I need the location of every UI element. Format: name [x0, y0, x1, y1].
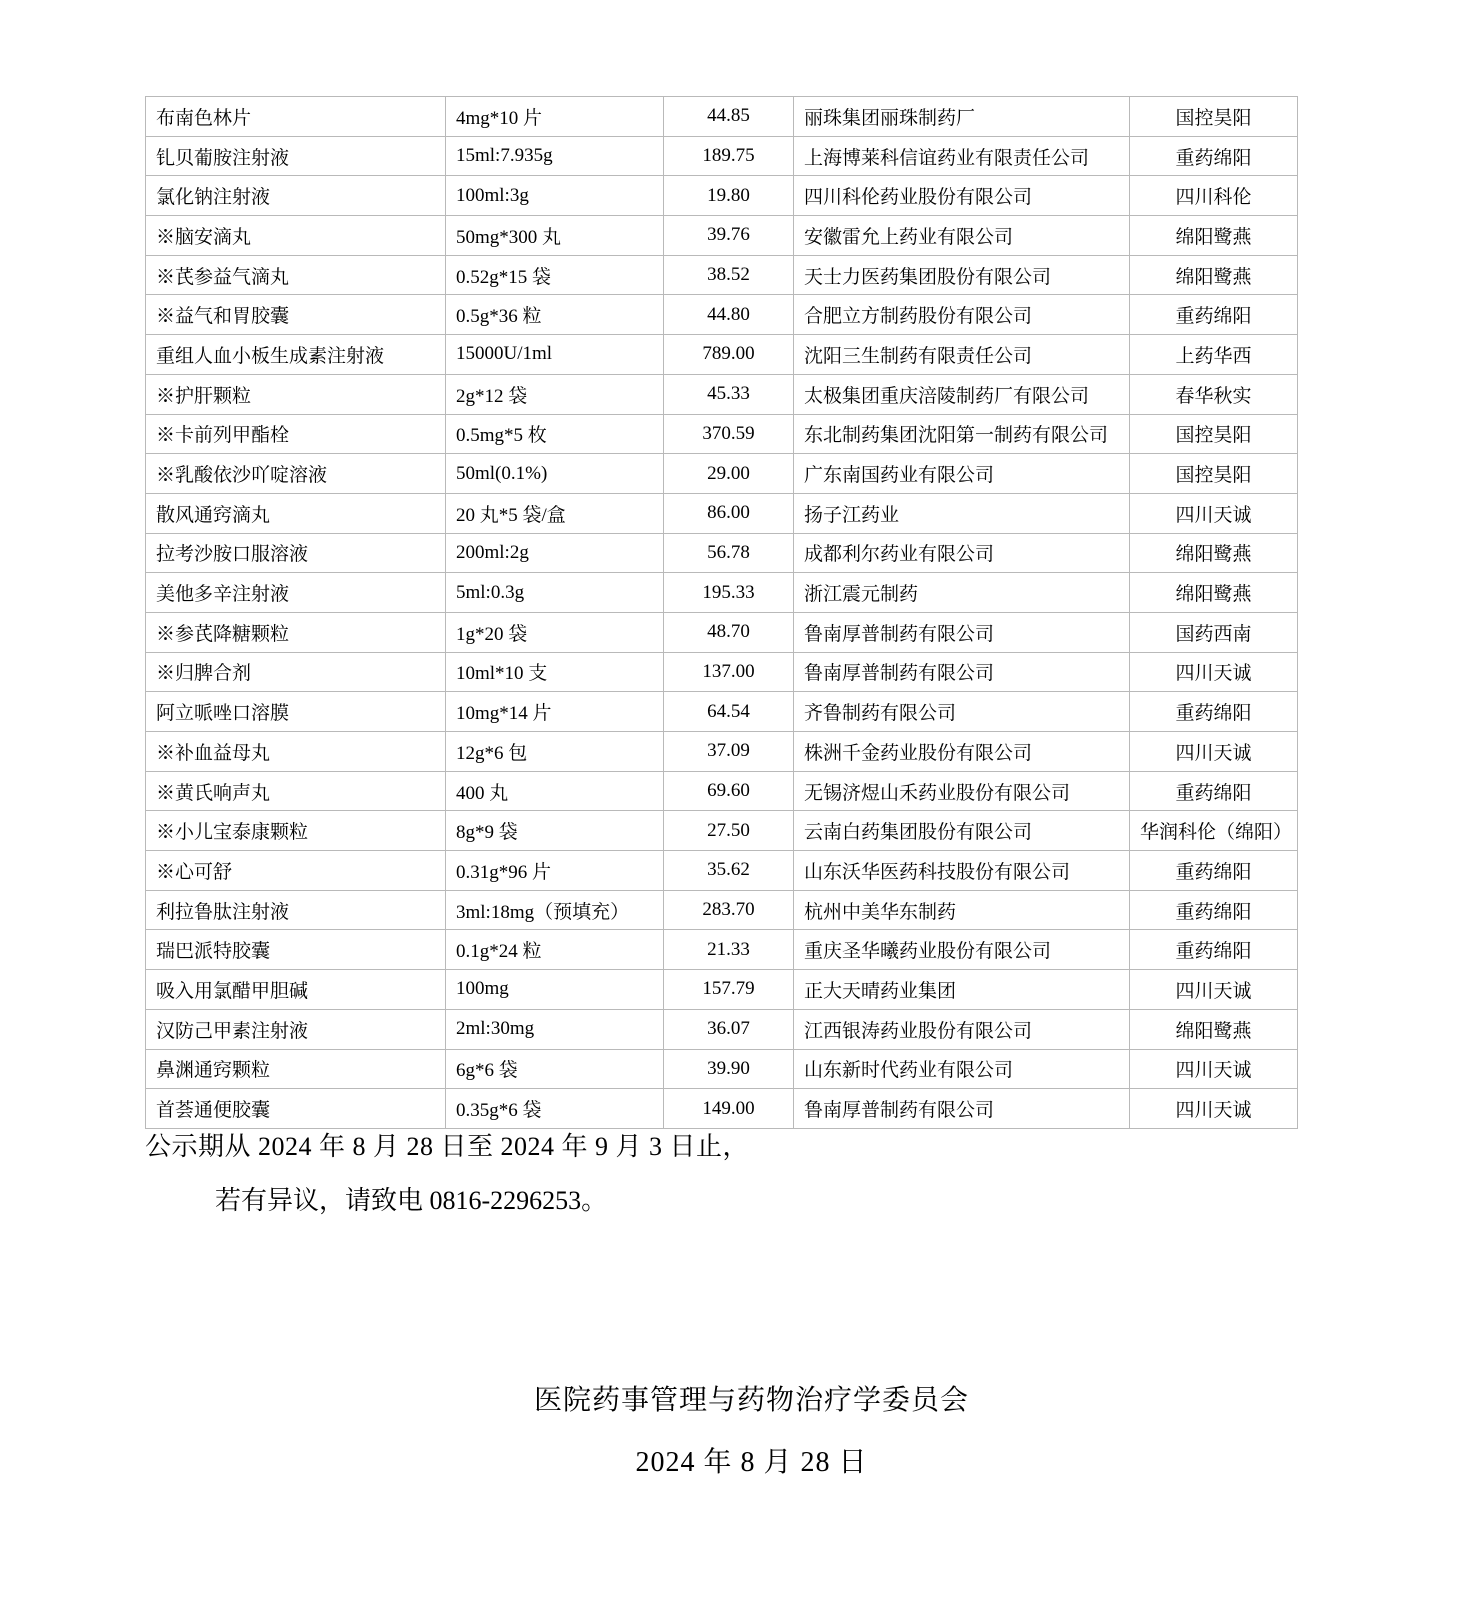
cell-price: 283.70 — [664, 890, 794, 930]
cell-manufacturer: 云南白药集团股份有限公司 — [794, 811, 1130, 851]
cell-distributor: 重药绵阳 — [1130, 136, 1298, 176]
cell-specification: 1g*20 袋 — [446, 612, 664, 652]
cell-specification: 3ml:18mg（预填充） — [446, 890, 664, 930]
cell-price: 36.07 — [664, 1009, 794, 1049]
cell-specification: 12g*6 包 — [446, 732, 664, 772]
table-row — [146, 176, 1298, 216]
cell-distributor: 重药绵阳 — [1130, 295, 1298, 335]
cell-distributor: 四川科伦 — [1130, 176, 1298, 216]
cell-manufacturer: 鲁南厚普制药有限公司 — [794, 1089, 1130, 1129]
cell-drug-name: ※护肝颗粒 — [146, 374, 446, 414]
cell-drug-name: 钆贝葡胺注射液 — [146, 136, 446, 176]
cell-drug-name: 首荟通便胶囊 — [146, 1089, 446, 1129]
drug-list-table — [145, 96, 1298, 1129]
cell-price: 29.00 — [664, 454, 794, 494]
cell-distributor: 四川天诚 — [1130, 1089, 1298, 1129]
cell-manufacturer: 上海博莱科信谊药业有限责任公司 — [794, 136, 1130, 176]
cell-price: 37.09 — [664, 732, 794, 772]
cell-manufacturer: 东北制药集团沈阳第一制药有限公司 — [794, 414, 1130, 454]
cell-distributor: 春华秋实 — [1130, 374, 1298, 414]
signature-block — [0, 1370, 1463, 1494]
table-row — [146, 771, 1298, 811]
cell-drug-name: 重组人血小板生成素注射液 — [146, 335, 446, 375]
cell-distributor: 上药华西 — [1130, 335, 1298, 375]
cell-manufacturer: 鲁南厚普制药有限公司 — [794, 612, 1130, 652]
cell-drug-name: ※脑安滴丸 — [146, 216, 446, 256]
cell-distributor: 四川天诚 — [1130, 732, 1298, 772]
cell-distributor: 国控昊阳 — [1130, 414, 1298, 454]
cell-manufacturer: 齐鲁制药有限公司 — [794, 692, 1130, 732]
cell-price: 64.54 — [664, 692, 794, 732]
cell-drug-name: 阿立哌唑口溶膜 — [146, 692, 446, 732]
cell-manufacturer: 太极集团重庆涪陵制药厂有限公司 — [794, 374, 1130, 414]
cell-manufacturer: 正大天晴药业集团 — [794, 970, 1130, 1010]
cell-drug-name: ※卡前列甲酯栓 — [146, 414, 446, 454]
cell-price: 35.62 — [664, 851, 794, 891]
cell-distributor: 重药绵阳 — [1130, 851, 1298, 891]
cell-price: 38.52 — [664, 255, 794, 295]
cell-distributor: 四川天诚 — [1130, 1049, 1298, 1089]
cell-manufacturer: 天士力医药集团股份有限公司 — [794, 255, 1130, 295]
cell-price: 21.33 — [664, 930, 794, 970]
cell-manufacturer: 合肥立方制药股份有限公司 — [794, 295, 1130, 335]
table-row — [146, 533, 1298, 573]
cell-manufacturer: 无锡济煜山禾药业股份有限公司 — [794, 771, 1130, 811]
cell-specification: 50mg*300 丸 — [446, 216, 664, 256]
table-row — [146, 573, 1298, 613]
cell-distributor: 重药绵阳 — [1130, 771, 1298, 811]
cell-price: 137.00 — [664, 652, 794, 692]
cell-manufacturer: 山东沃华医药科技股份有限公司 — [794, 851, 1130, 891]
cell-price: 48.70 — [664, 612, 794, 652]
cell-manufacturer: 江西银涛药业股份有限公司 — [794, 1009, 1130, 1049]
cell-drug-name: 瑞巴派特胶囊 — [146, 930, 446, 970]
cell-specification: 20 丸*5 袋/盒 — [446, 493, 664, 533]
cell-drug-name: ※补血益母丸 — [146, 732, 446, 772]
cell-specification: 200ml:2g — [446, 533, 664, 573]
cell-drug-name: 美他多辛注射液 — [146, 573, 446, 613]
cell-price: 39.76 — [664, 216, 794, 256]
cell-price: 44.80 — [664, 295, 794, 335]
cell-distributor: 华润科伦（绵阳） — [1130, 811, 1298, 851]
signature-committee: 医院药事管理与药物治疗学委员会 — [533, 1385, 969, 1416]
cell-distributor: 绵阳鹭燕 — [1130, 216, 1298, 256]
cell-distributor: 国控昊阳 — [1130, 454, 1298, 494]
cell-distributor: 绵阳鹭燕 — [1130, 255, 1298, 295]
cell-specification: 2ml:30mg — [446, 1009, 664, 1049]
cell-manufacturer: 浙江震元制药 — [794, 573, 1130, 613]
cell-price: 157.79 — [664, 970, 794, 1010]
table-row — [146, 811, 1298, 851]
table-row — [146, 97, 1298, 137]
cell-distributor: 绵阳鹭燕 — [1130, 573, 1298, 613]
cell-distributor: 绵阳鹭燕 — [1130, 1009, 1298, 1049]
table-row — [146, 295, 1298, 335]
cell-drug-name: 散风通窍滴丸 — [146, 493, 446, 533]
cell-price: 56.78 — [664, 533, 794, 573]
cell-specification: 0.5mg*5 枚 — [446, 414, 664, 454]
table-row — [146, 255, 1298, 295]
cell-specification: 15000U/1ml — [446, 335, 664, 375]
table-row — [146, 930, 1298, 970]
cell-manufacturer: 成都利尔药业有限公司 — [794, 533, 1130, 573]
table-row — [146, 136, 1298, 176]
cell-price: 86.00 — [664, 493, 794, 533]
cell-price: 149.00 — [664, 1089, 794, 1129]
table-row — [146, 374, 1298, 414]
cell-distributor: 重药绵阳 — [1130, 930, 1298, 970]
table-row — [146, 216, 1298, 256]
cell-manufacturer: 杭州中美华东制药 — [794, 890, 1130, 930]
cell-drug-name: 鼻渊通窍颗粒 — [146, 1049, 446, 1089]
cell-price: 19.80 — [664, 176, 794, 216]
cell-price: 27.50 — [664, 811, 794, 851]
cell-drug-name: 利拉鲁肽注射液 — [146, 890, 446, 930]
cell-specification: 10ml*10 支 — [446, 652, 664, 692]
cell-drug-name: 吸入用氯醋甲胆碱 — [146, 970, 446, 1010]
cell-drug-name: ※参芪降糖颗粒 — [146, 612, 446, 652]
cell-manufacturer: 株洲千金药业股份有限公司 — [794, 732, 1130, 772]
cell-drug-name: 布南色林片 — [146, 97, 446, 137]
table-row — [146, 1009, 1298, 1049]
cell-manufacturer: 丽珠集团丽珠制药厂 — [794, 97, 1130, 137]
table-row — [146, 970, 1298, 1010]
cell-distributor: 四川天诚 — [1130, 493, 1298, 533]
cell-specification: 0.31g*96 片 — [446, 851, 664, 891]
cell-specification: 0.5g*36 粒 — [446, 295, 664, 335]
cell-price: 44.85 — [664, 97, 794, 137]
cell-manufacturer: 沈阳三生制药有限责任公司 — [794, 335, 1130, 375]
cell-specification: 0.35g*6 袋 — [446, 1089, 664, 1129]
cell-drug-name: ※归脾合剂 — [146, 652, 446, 692]
table-row — [146, 890, 1298, 930]
cell-specification: 15ml:7.935g — [446, 136, 664, 176]
table-row — [146, 612, 1298, 652]
cell-specification: 8g*9 袋 — [446, 811, 664, 851]
cell-drug-name: ※黄氏响声丸 — [146, 771, 446, 811]
cell-drug-name: ※乳酸依沙吖啶溶液 — [146, 454, 446, 494]
cell-manufacturer: 山东新时代药业有限公司 — [794, 1049, 1130, 1089]
cell-specification: 10mg*14 片 — [446, 692, 664, 732]
cell-specification: 5ml:0.3g — [446, 573, 664, 613]
cell-distributor: 国药西南 — [1130, 612, 1298, 652]
cell-specification: 0.52g*15 袋 — [446, 255, 664, 295]
table-row — [146, 692, 1298, 732]
cell-specification: 0.1g*24 粒 — [446, 930, 664, 970]
table-row — [146, 414, 1298, 454]
cell-distributor: 四川天诚 — [1130, 652, 1298, 692]
cell-manufacturer: 广东南国药业有限公司 — [794, 454, 1130, 494]
table-row — [146, 732, 1298, 772]
cell-specification: 100mg — [446, 970, 664, 1010]
table-row — [146, 335, 1298, 375]
cell-drug-name: ※芪参益气滴丸 — [146, 255, 446, 295]
cell-manufacturer: 鲁南厚普制药有限公司 — [794, 652, 1130, 692]
notice-line-1: 公示期从 2024 年 8 月 28 日至 2024 年 9 月 3 日止， — [145, 1132, 750, 1161]
cell-distributor: 重药绵阳 — [1130, 890, 1298, 930]
table-row — [146, 1049, 1298, 1089]
cell-manufacturer: 四川科伦药业股份有限公司 — [794, 176, 1130, 216]
cell-drug-name: 氯化钠注射液 — [146, 176, 446, 216]
cell-drug-name: ※小儿宝泰康颗粒 — [146, 811, 446, 851]
cell-price: 370.59 — [664, 414, 794, 454]
cell-distributor: 四川天诚 — [1130, 970, 1298, 1010]
cell-specification: 100ml:3g — [446, 176, 664, 216]
cell-price: 39.90 — [664, 1049, 794, 1089]
cell-specification: 50ml(0.1%) — [446, 454, 664, 494]
cell-price: 195.33 — [664, 573, 794, 613]
cell-specification: 400 丸 — [446, 771, 664, 811]
cell-distributor: 绵阳鹭燕 — [1130, 533, 1298, 573]
cell-price: 789.00 — [664, 335, 794, 375]
cell-specification: 2g*12 袋 — [446, 374, 664, 414]
cell-drug-name: 拉考沙胺口服溶液 — [146, 533, 446, 573]
notice-line-2: 若有异议，请致电 0816-2296253。 — [215, 1186, 608, 1215]
table-row — [146, 851, 1298, 891]
cell-specification: 4mg*10 片 — [446, 97, 664, 137]
cell-distributor: 国控昊阳 — [1130, 97, 1298, 137]
cell-price: 45.33 — [664, 374, 794, 414]
cell-manufacturer: 扬子江药业 — [794, 493, 1130, 533]
table-row — [146, 493, 1298, 533]
cell-price: 189.75 — [664, 136, 794, 176]
cell-specification: 6g*6 袋 — [446, 1049, 664, 1089]
cell-drug-name: ※心可舒 — [146, 851, 446, 891]
table-row — [146, 454, 1298, 494]
cell-manufacturer: 重庆圣华曦药业股份有限公司 — [794, 930, 1130, 970]
cell-drug-name: 汉防己甲素注射液 — [146, 1009, 446, 1049]
table-row — [146, 652, 1298, 692]
signature-date: 2024 年 8 月 28 日 — [635, 1447, 868, 1478]
public-notice — [145, 1120, 1305, 1228]
drug-list-body — [146, 97, 1298, 1129]
cell-drug-name: ※益气和胃胶囊 — [146, 295, 446, 335]
cell-manufacturer: 安徽雷允上药业有限公司 — [794, 216, 1130, 256]
cell-price: 69.60 — [664, 771, 794, 811]
cell-distributor: 重药绵阳 — [1130, 692, 1298, 732]
